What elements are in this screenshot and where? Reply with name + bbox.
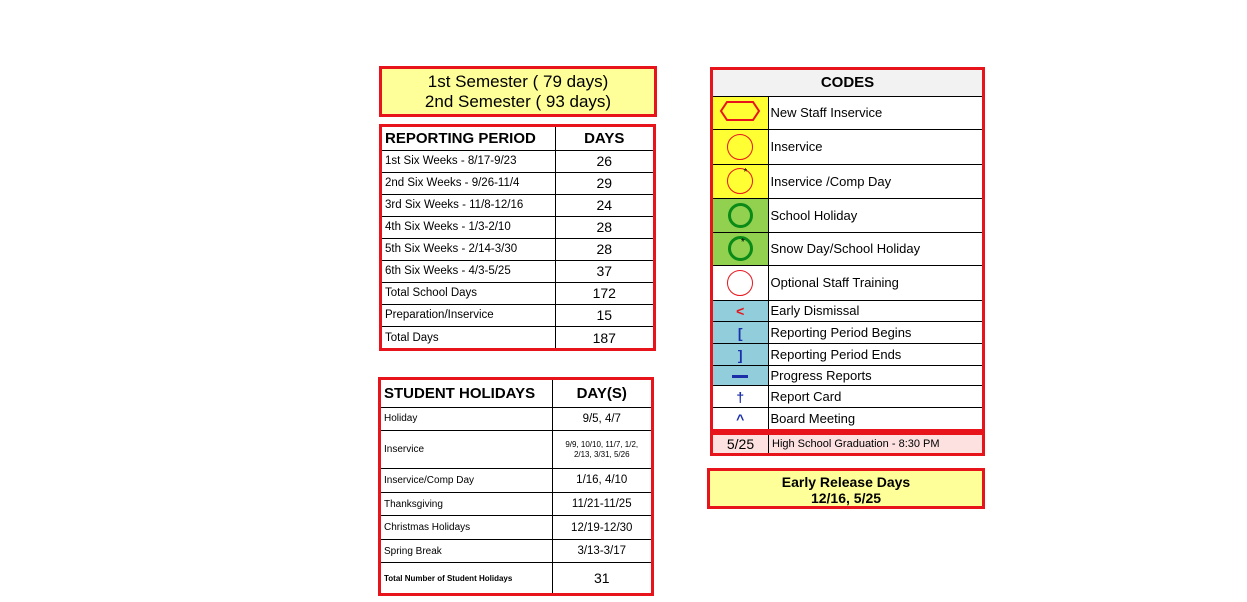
legend-symbol — [713, 300, 768, 322]
legend-row — [713, 408, 982, 429]
header-reporting-period: REPORTING PERIOD — [382, 127, 555, 150]
semester-line-1: 1st Semester ( 79 days) — [427, 72, 609, 91]
asterisk-mark: * — [743, 167, 748, 179]
semester-line-2: 2nd Semester ( 93 days) — [424, 92, 612, 111]
legend-label: Optional Staff Training — [768, 265, 982, 300]
table-row — [381, 492, 651, 516]
legend-symbol — [713, 322, 768, 344]
legend-symbol — [713, 96, 768, 129]
red-circle-star-icon — [727, 168, 753, 194]
legend-label: Report Card — [768, 386, 982, 408]
dash-icon — [732, 375, 748, 378]
table-row — [382, 282, 653, 304]
row-label: Inservice/Comp Day — [381, 469, 552, 493]
table-header-row — [382, 127, 653, 150]
table-header-row — [713, 70, 982, 96]
table-row — [382, 216, 653, 238]
row-days: 9/5, 4/7 — [552, 407, 651, 431]
row-label: Preparation/Inservice — [382, 304, 555, 326]
early-release-title: Early Release Days — [781, 474, 911, 490]
legend-label: Reporting Period Begins — [768, 322, 982, 344]
open-bracket-icon: [ — [737, 324, 743, 341]
legend-symbol — [713, 265, 768, 300]
graduation-date: 5/25 — [726, 436, 755, 452]
table-header-row — [381, 380, 651, 407]
legend-symbol — [713, 408, 768, 429]
legend-label: New Staff Inservice — [768, 96, 982, 129]
row-days: 11/21-11/25 — [552, 492, 651, 516]
row-label: 2nd Six Weeks - 9/26-11/4 — [382, 172, 555, 194]
row-label: 3rd Six Weeks - 11/8-12/16 — [382, 194, 555, 216]
row-label: Spring Break — [381, 539, 552, 563]
semester-summary — [379, 66, 657, 117]
early-release-box — [707, 468, 985, 509]
green-circle-icon — [728, 203, 753, 228]
row-days: 29 — [555, 172, 653, 194]
table-row — [381, 516, 651, 540]
reporting-period-table — [379, 124, 656, 351]
legend-row — [713, 129, 982, 164]
table-row — [382, 327, 653, 349]
row-label: 4th Six Weeks - 1/3-2/10 — [382, 216, 555, 238]
row-label: Thanksgiving — [381, 492, 552, 516]
row-label: Christmas Holidays — [381, 516, 552, 540]
legend-label: Inservice — [768, 129, 982, 164]
row-days: 37 — [555, 260, 653, 282]
red-circle-icon — [727, 270, 753, 296]
legend-symbol — [713, 232, 768, 265]
row-days: 15 — [555, 304, 653, 326]
table-row — [381, 539, 651, 563]
row-days: 26 — [555, 150, 653, 172]
row-days: 24 — [555, 194, 653, 216]
row-label: Total Days — [382, 327, 555, 349]
row-days: 28 — [555, 238, 653, 260]
codes-header: CODES — [713, 70, 982, 96]
row-days: 12/19-12/30 — [552, 516, 651, 540]
legend-row — [713, 164, 982, 199]
red-circle-icon — [727, 134, 753, 160]
header-student-holidays: STUDENT HOLIDAYS — [381, 380, 552, 407]
row-days: 172 — [555, 282, 653, 304]
table-row — [382, 304, 653, 326]
table-row — [381, 563, 651, 593]
legend-label: Board Meeting — [768, 408, 982, 429]
row-label: Total School Days — [382, 282, 555, 304]
legend-symbol — [713, 344, 768, 366]
row-days: 187 — [555, 327, 653, 349]
table-row — [382, 260, 653, 282]
legend-row — [713, 96, 982, 129]
legend-row — [713, 199, 982, 232]
graduation-row — [710, 432, 985, 456]
legend-row — [713, 300, 982, 322]
graduation-label: High School Graduation - 8:30 PM — [768, 435, 982, 453]
row-days: 3/13-3/17 — [552, 539, 651, 563]
legend-label: Progress Reports — [768, 365, 982, 386]
row-label: Holiday — [381, 407, 552, 431]
green-circle-star-icon — [728, 236, 753, 261]
legend-symbol — [713, 129, 768, 164]
dagger-icon: † — [736, 388, 745, 405]
legend-row — [713, 232, 982, 265]
row-label: 5th Six Weeks - 2/14-3/30 — [382, 238, 555, 260]
legend-symbol — [713, 365, 768, 386]
table-row — [382, 238, 653, 260]
row-label: 1st Six Weeks - 8/17-9/23 — [382, 150, 555, 172]
row-days: 1/16, 4/10 — [552, 469, 651, 493]
legend-row — [713, 322, 982, 344]
table-row — [381, 407, 651, 431]
row-label: Inservice — [381, 431, 552, 469]
caret-icon: ^ — [736, 410, 745, 427]
header-days: DAY(S) — [552, 380, 651, 407]
row-label: Total Number of Student Holidays — [381, 563, 552, 593]
table-row — [382, 194, 653, 216]
legend-label: Reporting Period Ends — [768, 344, 982, 366]
table-row — [382, 150, 653, 172]
table-row — [382, 172, 653, 194]
legend-row — [713, 365, 982, 386]
table-row — [381, 431, 651, 469]
legend-symbol — [713, 199, 768, 232]
row-days: 28 — [555, 216, 653, 238]
table-row — [381, 469, 651, 493]
legend-label: Inservice /Comp Day — [768, 164, 982, 199]
row-label: 6th Six Weeks - 4/3-5/25 — [382, 260, 555, 282]
close-bracket-icon: ] — [737, 346, 743, 363]
legend-row — [713, 265, 982, 300]
legend-label: Early Dismissal — [768, 300, 982, 322]
codes-legend — [710, 67, 985, 432]
legend-label: Snow Day/School Holiday — [768, 232, 982, 265]
row-days: 9/9, 10/10, 11/7, 1/2, 2/13, 3/31, 5/26 — [552, 431, 651, 469]
legend-row — [713, 386, 982, 408]
less-than-icon: < — [736, 302, 745, 319]
legend-label: School Holiday — [768, 199, 982, 232]
row-days: 31 — [552, 563, 651, 593]
header-days: DAYS — [555, 127, 653, 150]
legend-symbol — [713, 386, 768, 408]
asterisk-mark: * — [740, 237, 745, 249]
early-release-dates: 12/16, 5/25 — [810, 490, 882, 506]
hexagon-icon — [719, 100, 761, 122]
legend-symbol — [713, 164, 768, 199]
legend-row — [713, 344, 982, 366]
student-holidays-table — [378, 377, 654, 596]
